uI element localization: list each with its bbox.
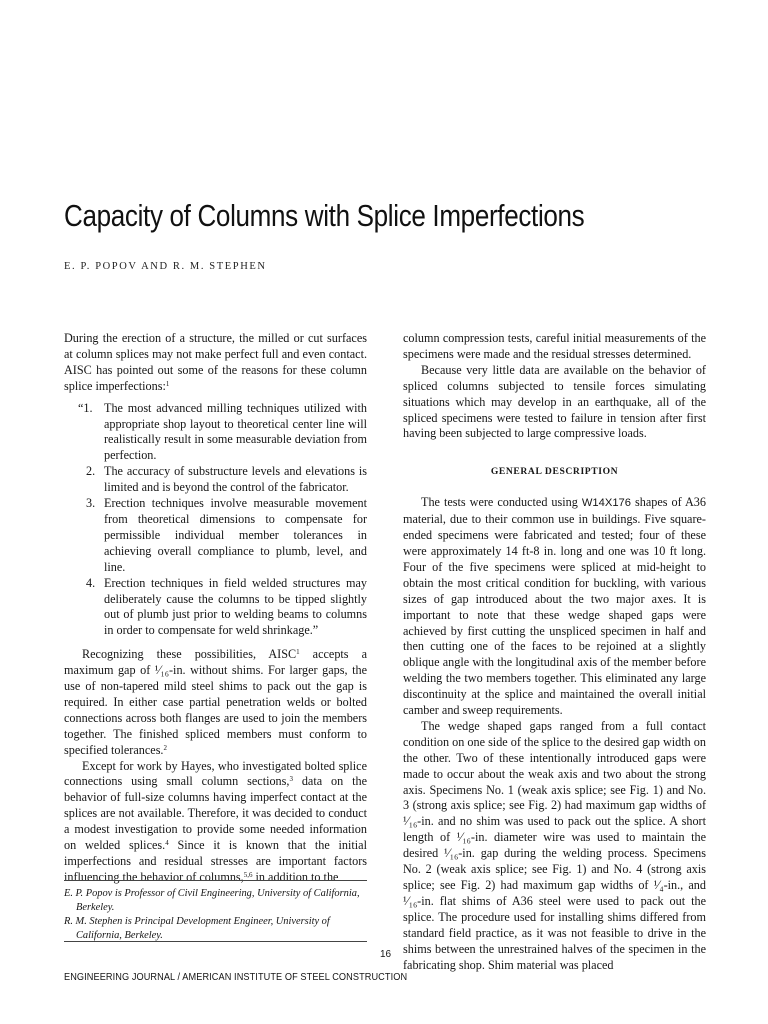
reference-marker: 1 <box>165 379 170 388</box>
quoted-list <box>64 401 367 640</box>
body-text: Recognizing these possibilities, AISC <box>82 647 297 662</box>
intro-text: During the erection of a structure, the milled or cut surfaces at column splices may not make perfect full and even contact. AISC has pointed out some of the reasons for these column splice imperfections: <box>64 331 367 393</box>
body-paragraph <box>64 647 367 758</box>
list-number: 4. <box>86 575 96 590</box>
list-text: Erection techniques in field welded structures may deliberately cause the columns to be tipped slightly out of plumb just prior to welding beams to columns in order to compensate for weld shrinkage.” <box>104 575 367 638</box>
journal-footer: ENGINEERING JOURNAL / AMERICAN INSTITUTE OF STEEL CONSTRUCTION <box>64 972 408 983</box>
reference-marker: 3 <box>289 775 293 784</box>
shape-designation: W14X176 <box>581 497 631 510</box>
reference-marker: 1 <box>296 648 300 657</box>
body-paragraph: The wedge shaped gaps ranged from a full contact condition on one side of the splice to the desired gap width on the other. Two of these intentionally introduced gaps were made to occur about the weak axis and two about the strong axis. Specimens No. 1 (weak axis splice; see Fig. 1) and No. 3 (strong axis splice; see Fig. 2) had maximum gap widths of ¹⁄₁₆-in. and no shim was used to pack out the splice. A short length of ¹⁄₁₆-in. diameter wire was used to maintain the desired ¹⁄₁₆-in. gap during the welding process. Specimens No. 2 (weak axis splice; see Fig. 1) and No. 4 (strong axis splice; see Fig. 2) had maximum gap widths of ¹⁄₄-in., and ¹⁄₁₆-in. flat shims of A36 steel were used to pack out the splice. The procedure used for installing shims differed from standard field practice, as it was not feasible to drive in the shims between the unrestrained halves of the specimen in the fabricating shop. Shim material was placed <box>403 718 706 972</box>
list-item <box>86 575 367 640</box>
body-text: shapes of A36 material, due to their common use in buildings. Five square-ended specimens were fabricated and tested; four of these were approximately 14 ft-8 in. long and one was 10 ft long. Four of the five specimens were spliced at mid-height to obtain the most critical condition for buckling, with various sizes of gap introduced about the two major axes. It is important to note that these wedge shaped gaps were achieved by first cutting the unspliced specimen in half and then cutting one of the faces to be rejoined at a slightly oblique angle with the longitudinal axis of the member before welding the two members together. This eliminated any large discontinuity at the splice and maintained the overall initial camber and sweep requirements. <box>403 495 706 718</box>
body-text: data on the behavior of full-size columns having imperfect contact at the splices are not available. Therefore, it was decided to conduct a modest investigation to provide some needed information on welded splices. <box>64 774 367 853</box>
intro-paragraph <box>64 331 367 395</box>
reference-marker: 4 <box>165 839 169 848</box>
body-text: Since it is known that the initial imperfections and residual stresses are important factors influencing the behavior of columns, <box>64 838 367 884</box>
list-text: Erection techniques involve measurable movement from theoretical dimensions to compensate for permissible individual member tolerances in achieving overall compliance to plumb, level, and line. <box>104 496 367 574</box>
section-heading: GENERAL DESCRIPTION <box>490 466 619 478</box>
right-column <box>403 331 706 973</box>
list-item <box>86 464 367 496</box>
list-number: “1. <box>78 400 93 415</box>
list-text: The most advanced milling techniques utilized with appropriate shop layout to theoretical center line will realistically result in some measurable deviation from perfection. <box>104 400 367 463</box>
article-title: Capacity of Columns with Splice Imperfections <box>64 198 585 233</box>
list-number: 3. <box>86 496 96 511</box>
body-text: The tests were conducted using <box>421 495 582 510</box>
body-text: accepts a maximum gap of ¹⁄₁₆-in. without shims. For larger gaps, the use of non-tapered mild steel shims to pack out the gap is required. In either case partial penetration welds or bolted connections across both flanges are used to join the members together. The finished spliced members must conform to specified tolerances. <box>64 647 367 757</box>
footnote: R. M. Stephen is Principal Development Engineer, University of California, Berkeley. <box>64 916 330 941</box>
author-line: E. P. POPOV AND R. M. STEPHEN <box>64 261 267 272</box>
body-paragraph: Because very little data are available on the behavior of spliced columns subjected to tensile forces simulating situations which may develop in an earthquake, all of the spliced specimens were tested to failure in tension after first having been subjected to large compressive loads. <box>403 362 706 441</box>
reference-marker: 5,6 <box>243 870 253 879</box>
body-text: Except for work by Hayes, who investigated bolted splice connections using small column sections, <box>64 758 367 789</box>
body-paragraph: column compression tests, careful initial measurements of the specimens were made and the residual stresses determined. <box>403 331 706 361</box>
list-number: 2. <box>86 464 96 479</box>
body-paragraph <box>64 759 367 886</box>
footnote: E. P. Popov is Professor of Civil Engineering, University of California, Berkeley. <box>64 888 360 913</box>
body-paragraph <box>403 495 706 719</box>
reference-marker: 2 <box>163 743 167 752</box>
author-footnotes <box>64 880 367 943</box>
body-text: in addition to the <box>252 869 339 884</box>
list-item <box>78 400 367 465</box>
list-text: The accuracy of substructure levels and elevations is limited and is beyond the control of the fabricator. <box>104 464 367 495</box>
left-column <box>64 331 367 886</box>
list-item <box>86 496 367 576</box>
footnote-divider <box>64 941 367 942</box>
page-number: 16 <box>380 949 392 960</box>
